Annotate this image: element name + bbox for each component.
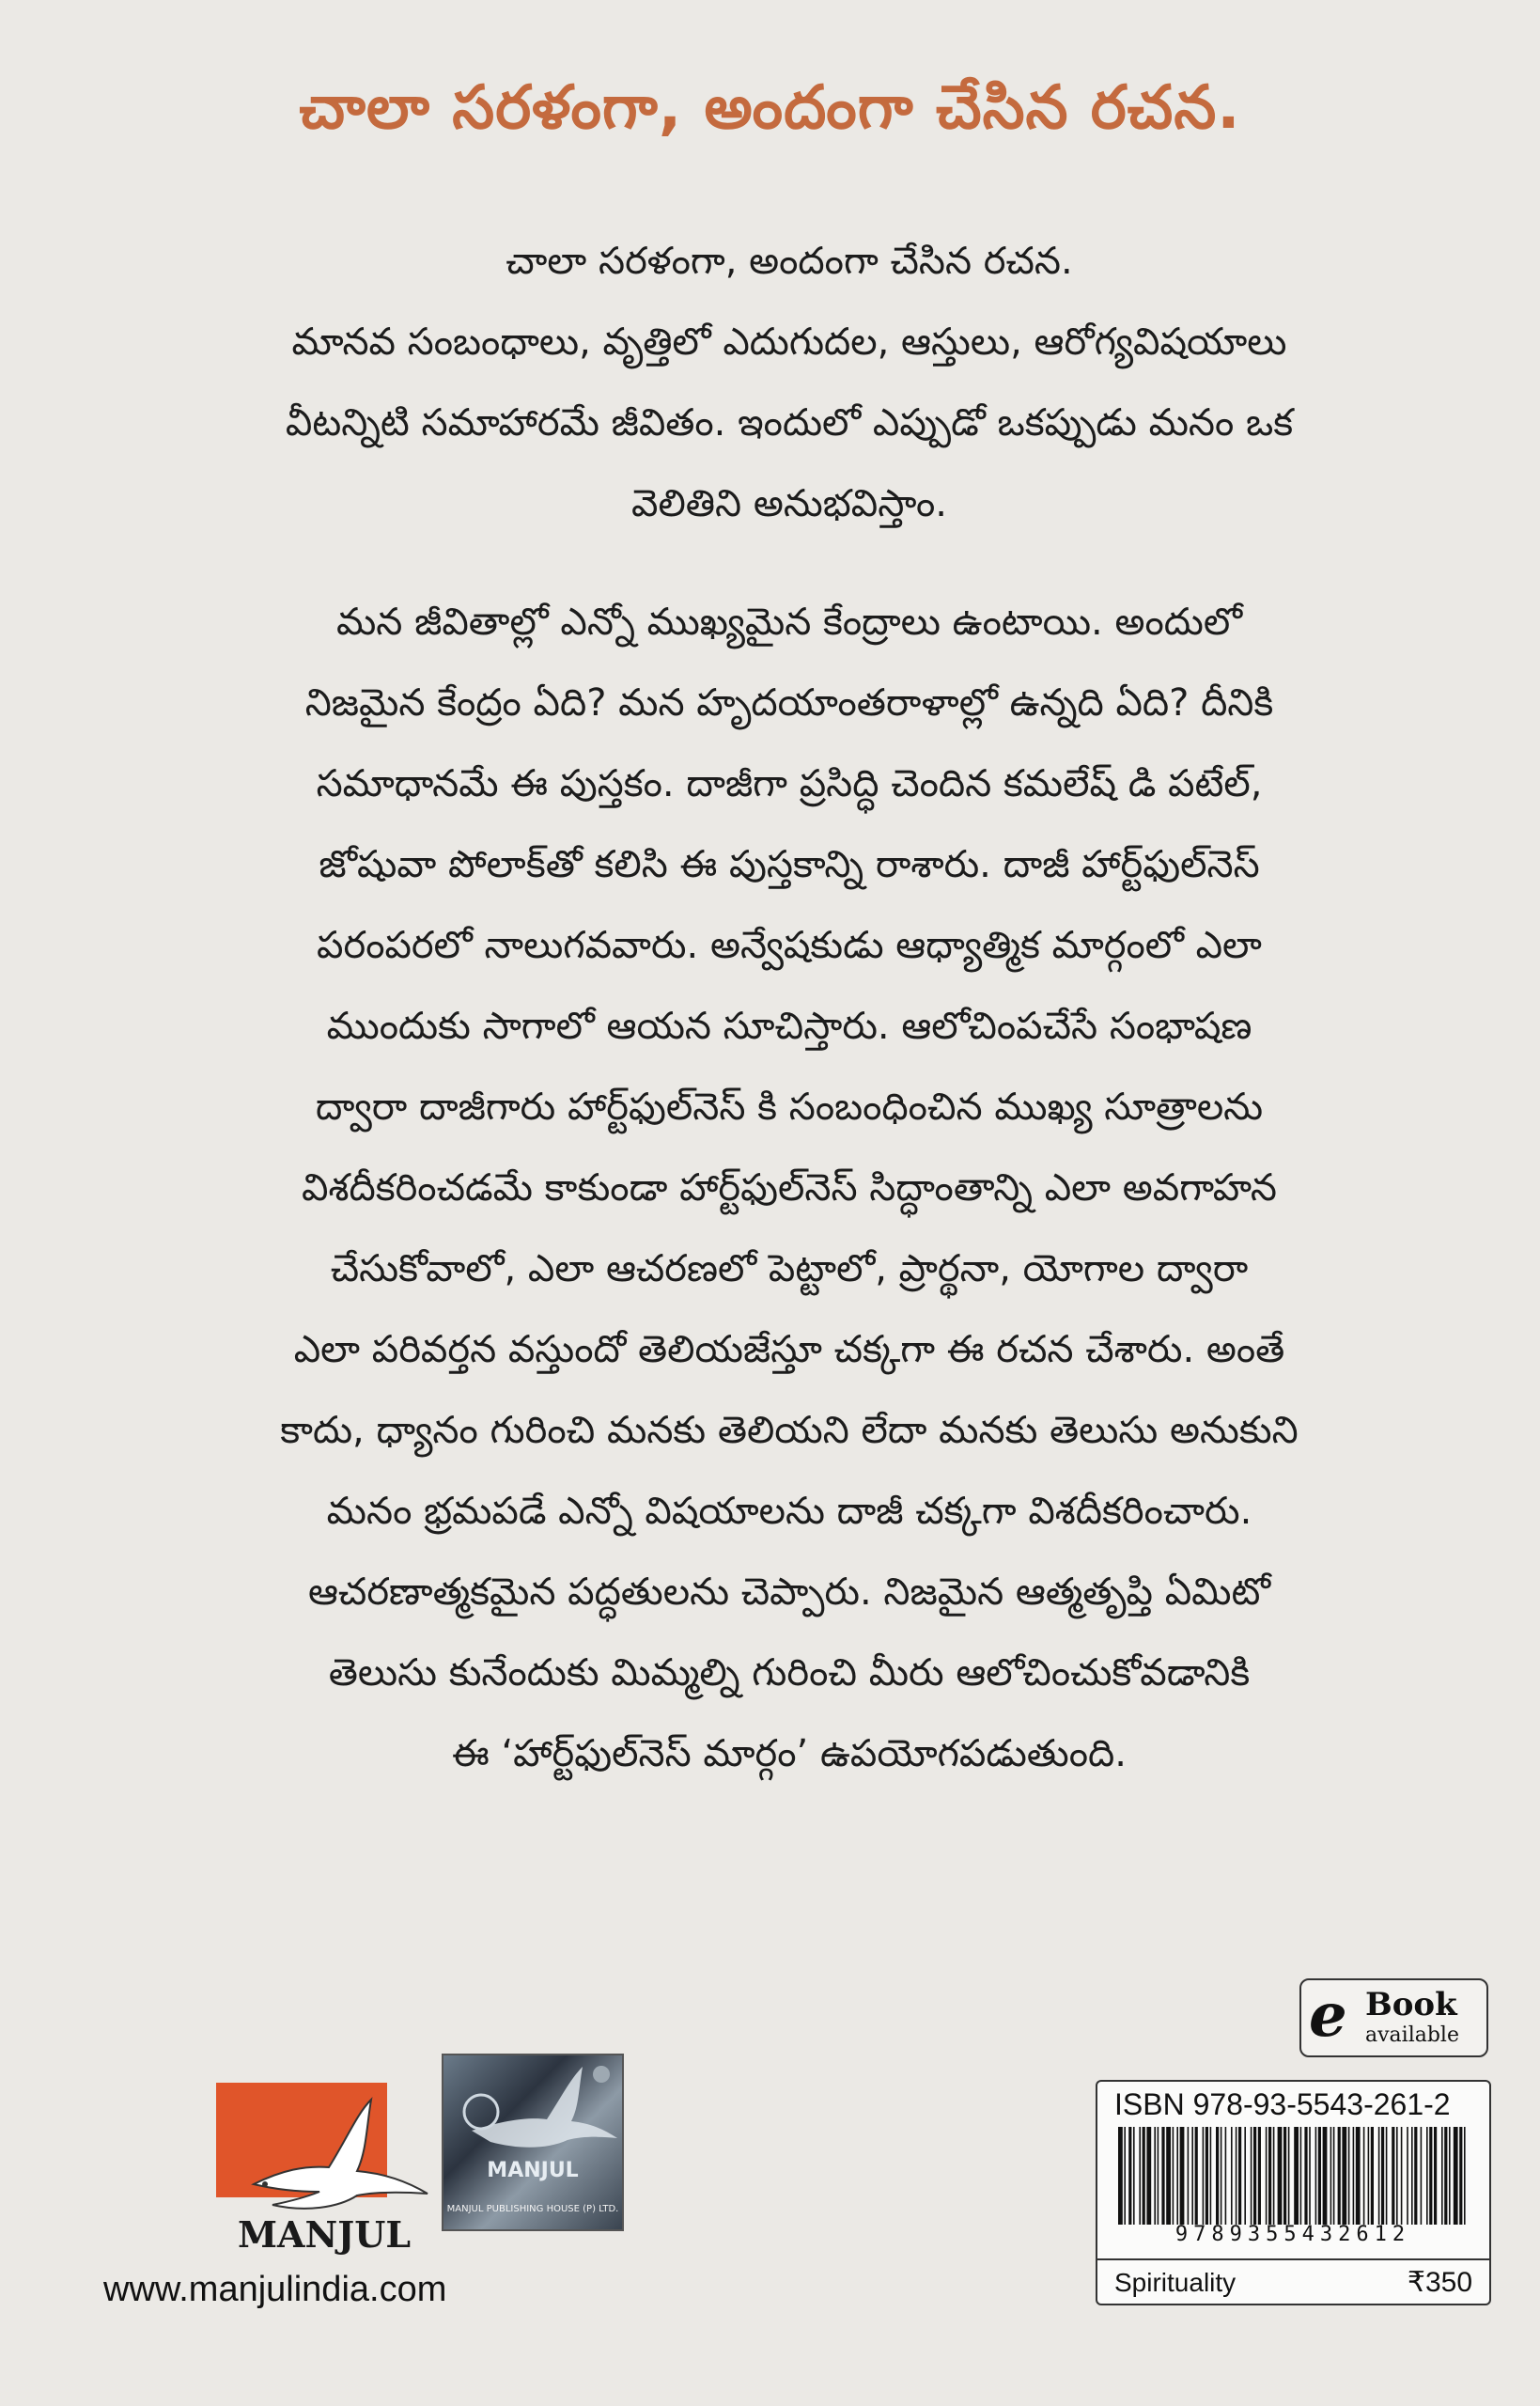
barcode-bar	[1378, 2127, 1380, 2225]
barcode-bar	[1392, 2127, 1394, 2225]
hologram-bird-icon	[443, 2055, 622, 2159]
barcode-bar	[1210, 2127, 1212, 2225]
barcode-bar	[1333, 2127, 1335, 2225]
ebook-e-letter: e	[1309, 1980, 1347, 2051]
barcode-bar	[1128, 2127, 1131, 2225]
main-line: పరంపరలో నాలుగవవారు. అన్వేషకుడు ఆధ్యాత్మిక మార్గంలో ఎలా	[317, 924, 1262, 967]
barcode-bar	[1221, 2127, 1222, 2225]
barcode-bar	[1236, 2127, 1237, 2225]
barcode-bar	[1414, 2127, 1417, 2225]
barcode-bar	[1421, 2127, 1423, 2225]
ebook-badge	[1299, 1978, 1488, 2057]
barcode-bar	[1300, 2127, 1302, 2225]
barcode-bar	[1288, 2127, 1290, 2225]
barcode-bar	[1158, 2127, 1159, 2225]
barcode-bar	[1238, 2127, 1241, 2225]
barcode-bar	[1363, 2127, 1365, 2225]
barcode-bar	[1203, 2127, 1205, 2225]
barcode-bar	[1318, 2127, 1321, 2225]
barcode-bar	[1449, 2127, 1451, 2225]
main-line: మనం భ్రమపడే ఎన్నో విషయాలను దాజీ చక్కగా విశదీకరించారు.	[326, 1490, 1252, 1533]
barcode-bar	[1401, 2127, 1403, 2225]
blurb	[132, 221, 1447, 1832]
barcode-bar	[1454, 2127, 1458, 2225]
barcode-bar	[1371, 2127, 1374, 2225]
hologram-seal	[442, 2054, 624, 2231]
barcode-bar	[1188, 2127, 1190, 2225]
barcode-bar	[1266, 2127, 1268, 2225]
main-line: ముందుకు సాగాలో ఆయన సూచిస్తారు. ఆలోచింపచేసే సంభాషణ	[326, 1005, 1252, 1048]
main-line: ఎలా పరివర్తన వస్తుందో తెలియజేస్తూ చక్కగా ఈ రచన చేశారు. అంతే	[293, 1328, 1285, 1371]
ebook-word: Book	[1365, 1986, 1457, 2023]
barcode-bar	[1191, 2127, 1193, 2225]
barcode-bar	[1396, 2127, 1398, 2225]
main-line: ఈ ‘హార్ట్‌ఫుల్‌నెస్ మార్గం’ ఉపయోగపడుతుంది.	[451, 1732, 1127, 1775]
barcode-bar	[1386, 2127, 1388, 2225]
barcode-bar	[1426, 2127, 1428, 2225]
barcode-bar	[1154, 2127, 1156, 2225]
barcode-bar	[1353, 2127, 1355, 2225]
main-line: తెలుసు కునేందుకు మిమ్మల్ని గురించి మీరు ఆలోచించుకోవడానికి	[328, 1651, 1251, 1695]
intro-line: చాలా సరళంగా, అందంగా చేసిన రచన.	[506, 240, 1073, 283]
barcode-bar	[1216, 2127, 1219, 2225]
barcode-bar	[1146, 2127, 1151, 2225]
barcode-bar	[1434, 2127, 1437, 2225]
barcode-bar	[1225, 2127, 1227, 2225]
barcode-bar	[1429, 2127, 1432, 2225]
main-line: జోషువా పోలాక్‌తో కలిసి ఈ పుస్తకాన్ని రాశారు. దాజీ హార్ట్‌ఫుల్‌నెస్	[319, 843, 1260, 886]
barcode-bar	[1459, 2127, 1462, 2225]
barcode-bar	[1315, 2127, 1317, 2225]
book-category: Spirituality	[1114, 2268, 1237, 2297]
barcode-bar	[1330, 2127, 1332, 2225]
isbn-number: ISBN 978-93-5543-261-2	[1114, 2087, 1451, 2121]
publisher-name: MANJUL	[237, 2213, 412, 2256]
barcode-bar	[1231, 2127, 1233, 2225]
publisher-website: www.manjulindia.com	[103, 2270, 447, 2309]
barcode-icon	[1114, 2127, 1471, 2230]
intro-line: వెలితిని అనుభవిస్తాం.	[631, 482, 947, 525]
barcode-bar	[1143, 2127, 1145, 2225]
main-line: చేసుకోవాలో, ఎలా ఆచరణలో పెట్టాలో, ప్రార్థనా, యోగాల ద్వారా	[330, 1247, 1249, 1290]
barcode-bar	[1206, 2127, 1208, 2225]
barcode-bar	[1258, 2127, 1261, 2225]
barcode-bar	[1133, 2127, 1135, 2225]
barcode-bar	[1273, 2127, 1275, 2225]
barcode-bar	[1294, 2127, 1299, 2225]
barcode-bar	[1124, 2127, 1126, 2225]
barcode-bar	[1278, 2127, 1283, 2225]
intro-paragraph	[132, 221, 1447, 544]
barcode-bar	[1253, 2127, 1256, 2225]
barcode-bar	[1411, 2127, 1413, 2225]
barcode-bar	[1407, 2127, 1408, 2225]
main-line: విశదీకరించడమే కాకుండా హార్ట్‌ఫుల్‌నెస్ సిద్ధాంతాన్ని ఎలా అవగాహన	[302, 1166, 1277, 1210]
barcode-bar	[1368, 2127, 1370, 2225]
barcode-bar	[1309, 2127, 1311, 2225]
hologram-name: MANJUL	[487, 2159, 579, 2182]
barcode-bar	[1118, 2127, 1123, 2225]
barcode-bar	[1161, 2127, 1164, 2225]
main-line: ఆచరణాత్మకమైన పద్ధతులను చెప్పారు. నిజమైన ఆత్మతృప్తి ఏమిటో	[308, 1570, 1270, 1614]
barcode-bar	[1268, 2127, 1271, 2225]
main-line: ద్వారా దాజీగారు హార్ట్‌ఫుల్‌నెస్ కి సంబంధించిన ముఖ్య సూత్రాలను	[315, 1086, 1264, 1129]
isbn-box	[1096, 2080, 1491, 2305]
main-line: సమాధానమే ఈ పుస్తకం. దాజీగా ప్రసిద్ధి చెందిన కమలేష్ డి పటేల్,	[316, 762, 1263, 805]
barcode-bar	[1348, 2127, 1350, 2225]
intro-line: వీటన్నిటి సమాహారమే జీవితం. ఇందులో ఎప్పుడో ఒకప్పుడు మనం ఒక	[285, 401, 1294, 445]
intro-line: మానవ సంబంధాలు, వృత్తిలో ఎదుగుదల, ఆస్తులు, ఆరోగ్యవిషయాలు	[291, 320, 1287, 364]
barcode-bar	[1173, 2127, 1174, 2225]
barcode-bar	[1176, 2127, 1178, 2225]
barcode-bar	[1342, 2127, 1346, 2225]
barcode-bar	[1180, 2127, 1185, 2225]
barcode-bar	[1338, 2127, 1341, 2225]
barcode-bar	[1251, 2127, 1252, 2225]
barcode-digits: 9789355432612	[1174, 2223, 1411, 2246]
barcode-bar	[1441, 2127, 1443, 2225]
barcode-bar	[1166, 2127, 1171, 2225]
barcode-bar	[1139, 2127, 1141, 2225]
barcode-bar	[1195, 2127, 1198, 2225]
ebook-availability: available	[1365, 2023, 1459, 2047]
barcode-bar	[1283, 2127, 1286, 2225]
main-line: మన జీవితాల్లో ఎన్నో ముఖ్యమైన కేంద్రాలు ఉంటాయి. అందులో	[335, 601, 1242, 644]
barcode-bar	[1323, 2127, 1328, 2225]
tagline: చాలా సరళంగా, అందంగా చేసిన రచన.	[299, 73, 1241, 143]
hologram-caption: MANJUL PUBLISHING HOUSE (P) LTD.	[446, 2204, 619, 2214]
barcode-bar	[1381, 2127, 1384, 2225]
barcode-bar	[1304, 2127, 1307, 2225]
barcode-bar	[1356, 2127, 1361, 2225]
isbn-divider	[1097, 2258, 1489, 2260]
main-line: నిజమైన కేంద్రం ఏది? మన హృదయాంతరాళాల్లో ఉన్నది ఏది? దీనికి	[304, 681, 1274, 725]
book-price: ₹350	[1407, 2267, 1472, 2298]
main-line: కాదు, ధ్యానం గురించి మనకు తెలియని లేదా మనకు తెలుసు అనుకుని	[280, 1409, 1299, 1452]
barcode-bar	[1244, 2127, 1246, 2225]
main-paragraph	[132, 582, 1447, 1794]
barcode-bar	[1444, 2127, 1447, 2225]
barcode-bar	[1464, 2127, 1466, 2225]
